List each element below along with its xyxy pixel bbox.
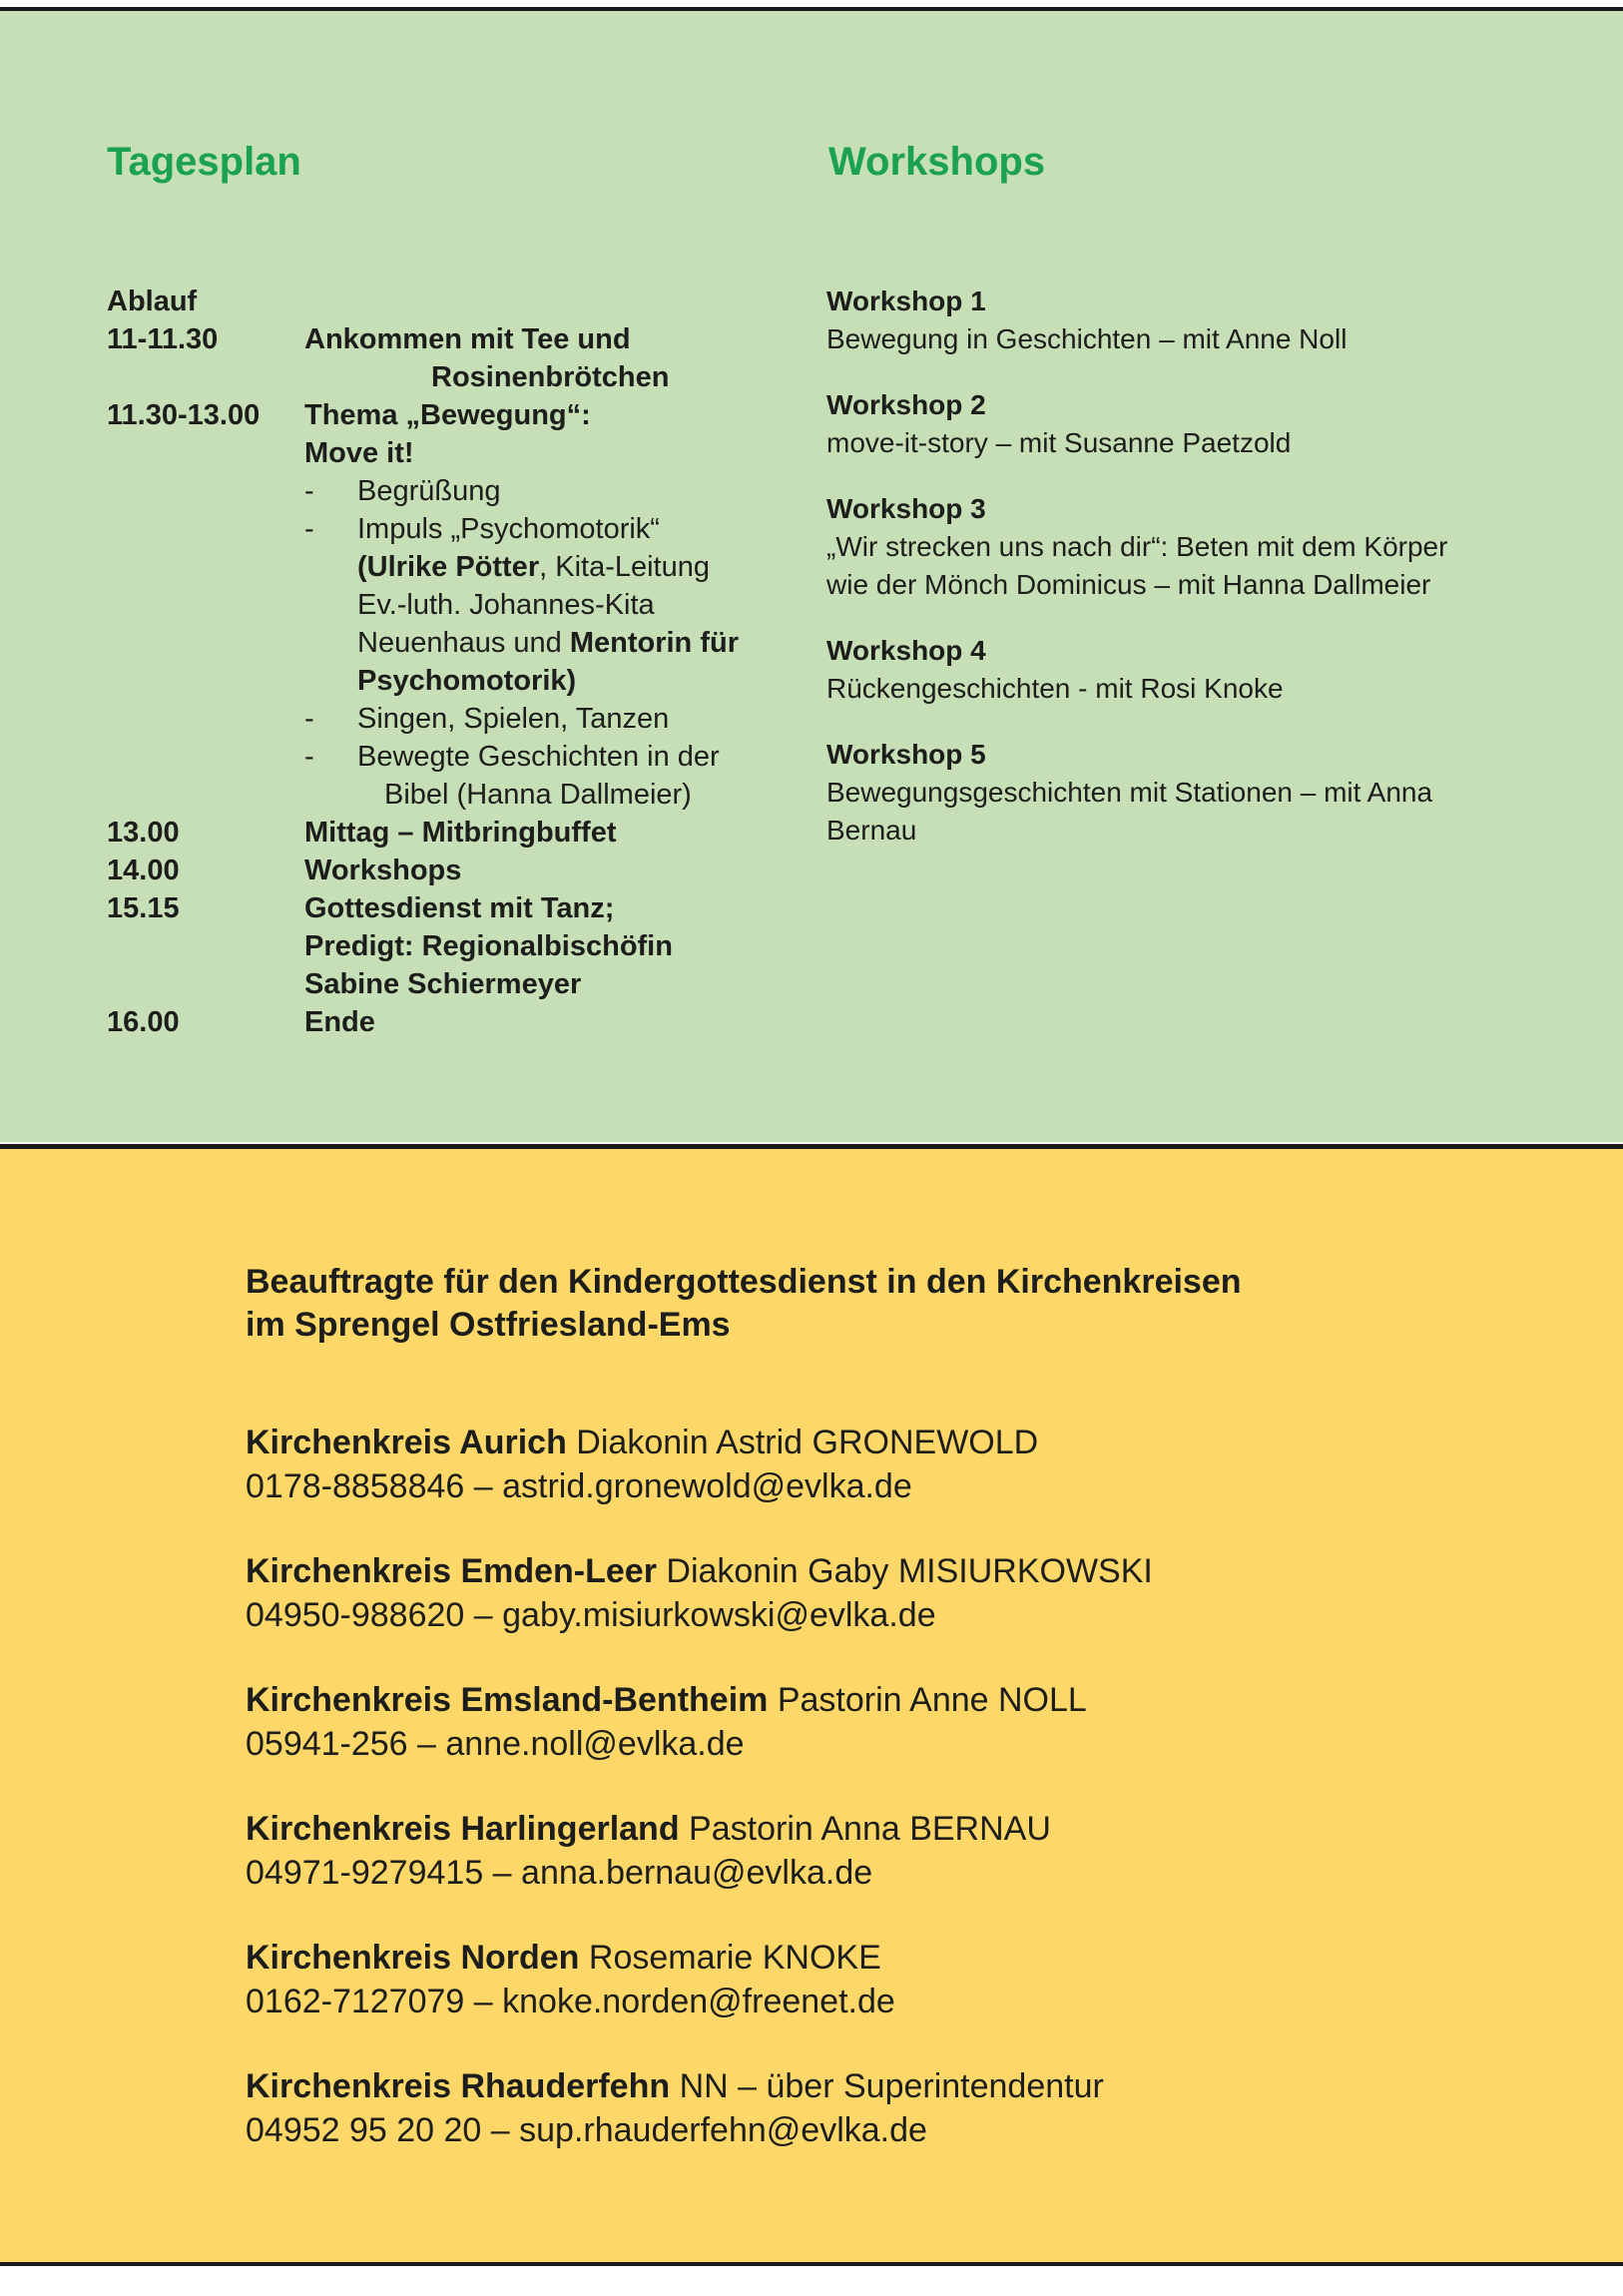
schedule-row bbox=[107, 814, 766, 852]
schedule-time bbox=[107, 738, 304, 776]
contact-title-line bbox=[246, 1421, 1543, 1464]
workshop-item bbox=[826, 490, 1555, 604]
schedule-text: Psychomotorik) bbox=[357, 665, 577, 697]
schedule-time: 16.00 bbox=[107, 1006, 180, 1038]
contact-person: Pastorin Anna BERNAU bbox=[679, 1810, 1051, 1848]
schedule-text-regular: Neuenhaus und bbox=[357, 627, 570, 659]
schedule-time bbox=[107, 472, 304, 510]
contact-phone-email: 04952 95 20 20 – sup.rhauderfehn@evlka.de bbox=[246, 2111, 927, 2149]
contacts-heading-line1: Beauftragte für den Kindergottesdienst in den Kirchenkreisen bbox=[246, 1263, 1242, 1301]
schedule-row bbox=[107, 472, 766, 510]
schedule-row bbox=[107, 358, 766, 396]
contact-title-line bbox=[246, 2064, 1543, 2108]
schedule-time: 15.15 bbox=[107, 892, 180, 924]
kirchenkreis-name: Kirchenkreis Rhauderfehn bbox=[246, 2067, 671, 2105]
kirchenkreis-name: Kirchenkreis Aurich bbox=[246, 1424, 567, 1461]
contact-title-line bbox=[246, 1936, 1543, 1980]
schedule-row bbox=[107, 396, 766, 434]
schedule-text bbox=[304, 624, 766, 662]
ablauf-label: Ablauf bbox=[107, 286, 198, 317]
schedule-text: Ankommen mit Tee und bbox=[304, 323, 631, 355]
contact-entry bbox=[246, 1421, 1543, 1508]
schedule-bullet-item bbox=[304, 472, 766, 510]
schedule-row bbox=[107, 965, 766, 1003]
contact-entry bbox=[246, 1678, 1543, 1766]
workshop-item bbox=[826, 283, 1555, 358]
schedule-row bbox=[107, 700, 766, 738]
schedule-time bbox=[107, 548, 304, 586]
contacts-panel bbox=[0, 1149, 1623, 2262]
schedule-time bbox=[107, 434, 304, 472]
workshop-description: Bewegungsgeschichten mit Stationen – mit Anna bbox=[826, 777, 1433, 808]
kirchenkreis-name: Kirchenkreis Emsland-Bentheim bbox=[246, 1681, 769, 1719]
workshop-description: move-it-story – mit Susanne Paetzold bbox=[826, 427, 1292, 458]
contacts-heading-line2: im Sprengel Ostfriesland-Ems bbox=[246, 1306, 731, 1344]
schedule-text: Sabine Schiermeyer bbox=[304, 968, 582, 1000]
contact-title-line bbox=[246, 1678, 1543, 1722]
workshop-description: wie der Mönch Dominicus – mit Hanna Dallmeier bbox=[826, 569, 1431, 600]
schedule-time bbox=[107, 624, 304, 662]
schedule-time bbox=[107, 662, 304, 700]
schedule-bullet-item bbox=[304, 700, 766, 738]
schedule-text: Move it! bbox=[304, 437, 414, 469]
speaker-role: , Kita-Leitung bbox=[539, 551, 710, 583]
contact-person: Rosemarie KNOKE bbox=[579, 1939, 881, 1977]
schedule-time bbox=[107, 586, 304, 624]
schedule-bullet-item bbox=[304, 738, 766, 776]
workshop-description: Rückengeschichten - mit Rosi Knoke bbox=[826, 673, 1284, 704]
contact-title-line bbox=[246, 1549, 1543, 1593]
workshop-name: Workshop 5 bbox=[826, 739, 986, 770]
schedule-text: Bibel (Hanna Dallmeier) bbox=[384, 779, 692, 811]
workshop-name: Workshop 1 bbox=[826, 286, 986, 316]
schedule-row bbox=[107, 586, 766, 624]
schedule-time bbox=[107, 776, 304, 814]
contacts-heading bbox=[246, 1261, 1543, 1347]
bullet-text: Begrüßung bbox=[357, 475, 501, 507]
tagesplan-workshops-panel bbox=[0, 11, 1623, 1142]
schedule-row bbox=[107, 738, 766, 776]
contact-phone-email: 0162-7127079 – knoke.norden@freenet.de bbox=[246, 1983, 895, 2020]
schedule-text: Ev.-luth. Johannes-Kita bbox=[357, 589, 655, 621]
schedule-row bbox=[107, 927, 766, 965]
tagesplan-heading: Tagesplan bbox=[107, 140, 301, 184]
contact-entry bbox=[246, 1936, 1543, 2023]
schedule-time bbox=[107, 358, 304, 396]
kirchenkreis-name: Kirchenkreis Emden-Leer bbox=[246, 1552, 657, 1590]
contact-phone-email: 0178-8858846 – astrid.gronewold@evlka.de bbox=[246, 1467, 912, 1505]
schedule-row bbox=[107, 320, 766, 358]
kirchenkreis-name: Kirchenkreis Harlingerland bbox=[246, 1810, 680, 1848]
workshop-item bbox=[826, 632, 1555, 708]
workshop-name: Workshop 4 bbox=[826, 635, 986, 666]
schedule-text: Rosinenbrötchen bbox=[431, 361, 670, 393]
schedule-time bbox=[107, 965, 304, 1003]
kirchenkreis-name: Kirchenkreis Norden bbox=[246, 1939, 580, 1977]
contact-entry bbox=[246, 1807, 1543, 1895]
schedule-row bbox=[107, 852, 766, 889]
bullet-dash: - bbox=[304, 513, 314, 545]
bullet-dash: - bbox=[304, 741, 314, 773]
bullet-text: Singen, Spielen, Tanzen bbox=[357, 703, 670, 735]
contact-person: NN – über Superintendentur bbox=[670, 2067, 1104, 2105]
bullet-text: Bewegte Geschichten in der bbox=[357, 741, 720, 773]
schedule-text-bold: Mentorin für bbox=[569, 627, 739, 659]
schedule-row bbox=[107, 662, 766, 700]
schedule-row bbox=[107, 510, 766, 548]
schedule-row bbox=[107, 624, 766, 662]
schedule-text: Mittag – Mitbringbuffet bbox=[304, 817, 617, 849]
schedule-time: 11.30-13.00 bbox=[107, 399, 261, 431]
schedule-time: 11-11.30 bbox=[107, 323, 219, 355]
schedule-row bbox=[107, 1003, 766, 1041]
bullet-text: Impuls „Psychomotorik“ bbox=[357, 513, 660, 545]
schedule-time bbox=[107, 927, 304, 965]
schedule-time: 14.00 bbox=[107, 855, 180, 886]
bottom-divider-line bbox=[0, 2262, 1623, 2266]
workshop-description: „Wir strecken uns nach dir“: Beten mit dem Körper bbox=[826, 531, 1448, 562]
schedule-text: Predigt: Regionalbischöfin bbox=[304, 930, 673, 962]
schedule-row bbox=[107, 548, 766, 586]
contact-entry bbox=[246, 1549, 1543, 1637]
contact-person: Pastorin Anne NOLL bbox=[768, 1681, 1087, 1719]
contacts-list bbox=[246, 1421, 1543, 2152]
schedule-row bbox=[107, 283, 766, 320]
bullet-dash: - bbox=[304, 475, 314, 507]
schedule-row bbox=[107, 889, 766, 927]
workshops-heading: Workshops bbox=[828, 140, 1046, 184]
schedule-time: 13.00 bbox=[107, 817, 180, 849]
schedule-row bbox=[107, 434, 766, 472]
schedule-row bbox=[107, 776, 766, 814]
schedule-time bbox=[107, 700, 304, 738]
schedule-text: Gottesdienst mit Tanz; bbox=[304, 892, 615, 924]
workshop-name: Workshop 2 bbox=[826, 389, 986, 420]
bullet-dash: - bbox=[304, 703, 314, 735]
contacts-section bbox=[246, 1261, 1543, 2152]
contact-entry bbox=[246, 2064, 1543, 2152]
schedule bbox=[107, 283, 766, 1041]
workshop-item bbox=[826, 386, 1555, 462]
schedule-time bbox=[107, 510, 304, 548]
contact-phone-email: 05941-256 – anne.noll@evlka.de bbox=[246, 1725, 745, 1763]
schedule-text: Workshops bbox=[304, 855, 462, 886]
contact-phone-email: 04950-988620 – gaby.misiurkowski@evlka.de bbox=[246, 1596, 936, 1634]
workshop-description: Bernau bbox=[826, 815, 917, 846]
schedule-text: Thema „Bewegung“: bbox=[304, 399, 591, 431]
contact-title-line bbox=[246, 1807, 1543, 1851]
workshops-list bbox=[826, 283, 1555, 877]
speaker-name: (Ulrike Pötter bbox=[357, 551, 540, 583]
workshop-item bbox=[826, 736, 1555, 850]
contact-phone-email: 04971-9279415 – anna.bernau@evlka.de bbox=[246, 1854, 873, 1892]
schedule-text: Ende bbox=[304, 1006, 375, 1038]
schedule-bullet-item bbox=[304, 510, 766, 548]
workshop-description: Bewegung in Geschichten – mit Anne Noll bbox=[826, 323, 1348, 354]
contact-person: Diakonin Astrid GRONEWOLD bbox=[566, 1424, 1039, 1461]
contact-person: Diakonin Gaby MISIURKOWSKI bbox=[656, 1552, 1153, 1590]
schedule-text bbox=[304, 548, 766, 586]
workshop-name: Workshop 3 bbox=[826, 493, 986, 524]
